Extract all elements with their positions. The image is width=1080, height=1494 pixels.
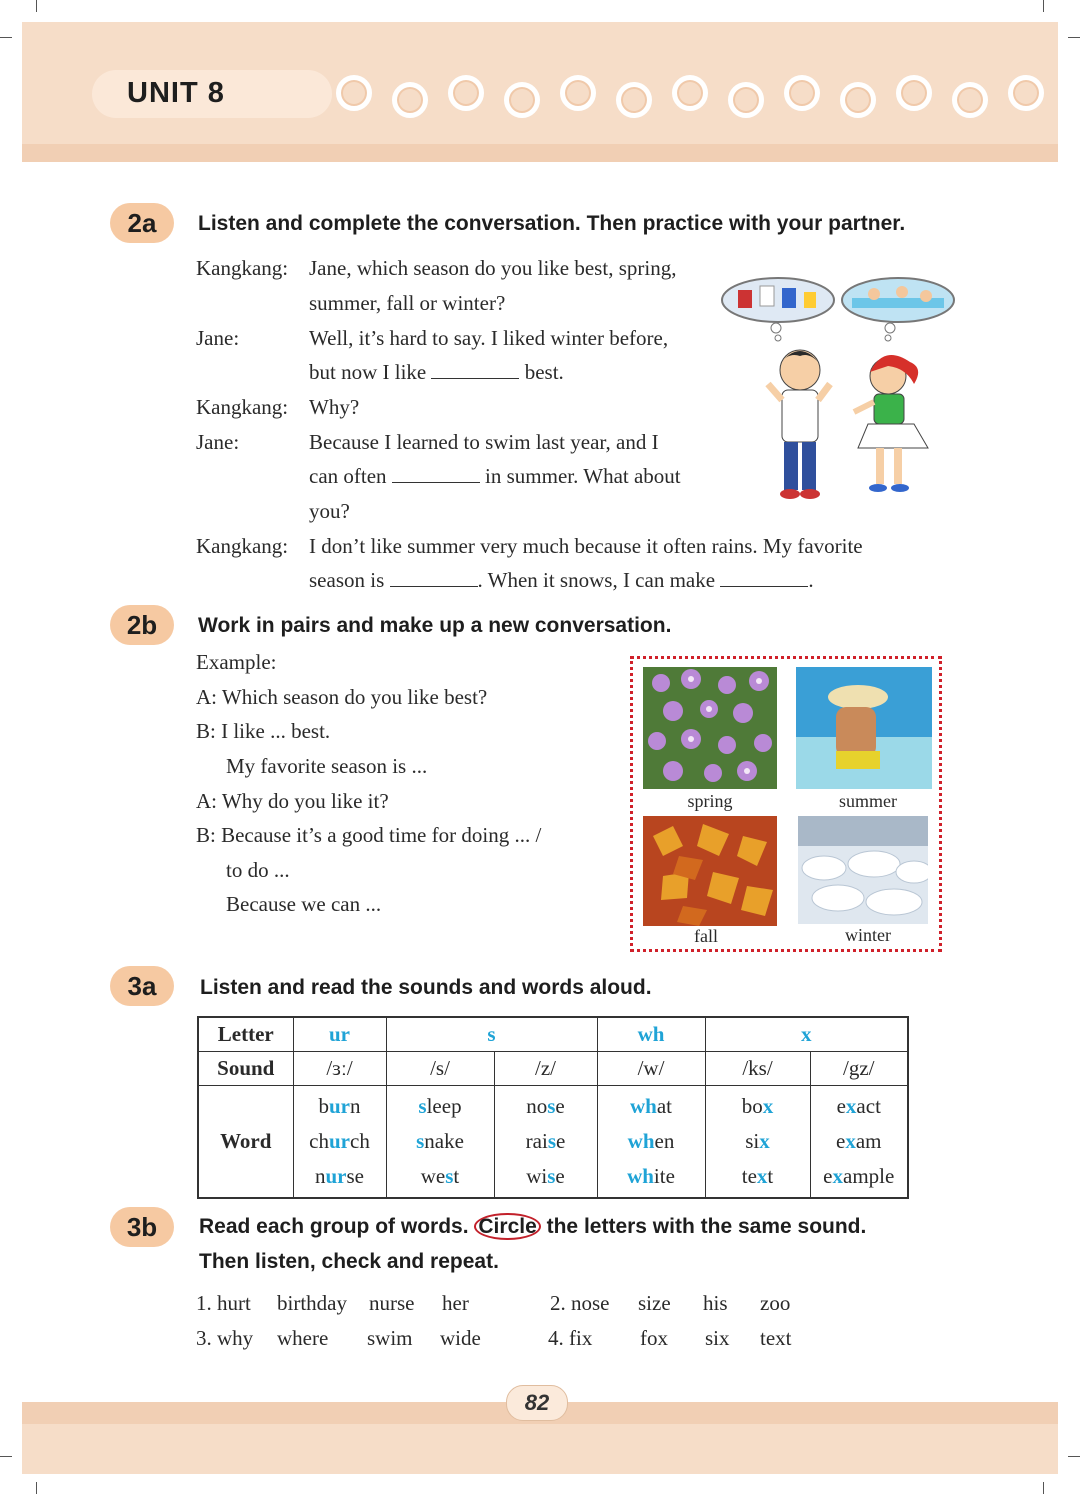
crop-mark	[0, 1456, 12, 1457]
speaker: Jane:	[196, 430, 240, 454]
example-line: A: Which season do you like best?	[196, 685, 488, 709]
section-badge-2b: 2b	[110, 605, 174, 645]
instruction-3b	[199, 1215, 866, 1239]
table-row-sound	[198, 1052, 908, 1086]
speaker: Kangkang:	[196, 395, 289, 419]
ring-icon	[336, 75, 372, 111]
ring-icon	[840, 82, 876, 118]
winter-photo	[798, 816, 928, 924]
example-line: A: Why do you like it?	[196, 789, 389, 813]
crop-mark	[1043, 1482, 1044, 1494]
row-label: Letter	[198, 1017, 293, 1052]
section-badge-3a: 3a	[110, 966, 174, 1006]
word-item[interactable]: where	[277, 1326, 329, 1350]
line-text: I don’t like summer very much because it often rains. My favorite	[309, 534, 863, 558]
line-text: season is	[309, 568, 385, 592]
letter-cell: s	[386, 1017, 597, 1052]
summer-photo	[796, 667, 932, 789]
word-cell	[293, 1086, 386, 1199]
example-line: My favorite season is ...	[226, 754, 428, 778]
word-item[interactable]: nurse	[369, 1291, 415, 1315]
word: exam	[836, 1129, 882, 1153]
kids-illustration	[718, 272, 962, 512]
line-with-blank	[309, 360, 564, 385]
crop-mark	[0, 37, 12, 38]
word: west	[420, 1164, 460, 1188]
word: burn	[318, 1094, 361, 1118]
line-text: Because I learned to swim last year, and I	[309, 430, 659, 454]
word-item[interactable]: her	[442, 1291, 469, 1315]
section-badge-3b: 3b	[110, 1207, 174, 1247]
line-text: Why?	[309, 395, 360, 419]
ring-icon	[672, 75, 708, 111]
word-item[interactable]: wide	[440, 1326, 481, 1350]
speaker: Jane:	[196, 326, 240, 350]
sound-cell: /w/	[597, 1052, 705, 1086]
ring-icon	[952, 82, 988, 118]
line-text: can often	[309, 464, 387, 488]
word: exact	[836, 1094, 881, 1118]
word: white	[627, 1164, 675, 1188]
word-item[interactable]: birthday	[277, 1291, 347, 1315]
word-cell	[705, 1086, 810, 1199]
boy-figure	[768, 350, 830, 499]
word-item[interactable]: size	[638, 1291, 671, 1315]
example-line: B: Because it’s a good time for doing ... /	[196, 823, 542, 847]
word: box	[741, 1094, 774, 1118]
word: what	[629, 1094, 672, 1118]
crop-mark	[1068, 37, 1080, 38]
example-line: Because we can ...	[226, 892, 382, 916]
speaker: Kangkang:	[196, 256, 289, 280]
letter-cell: wh	[597, 1017, 705, 1052]
row-label: Word	[198, 1086, 293, 1199]
photo-caption-fall: fall	[694, 926, 718, 946]
photo-caption-summer: summer	[839, 791, 897, 811]
line-text: best.	[524, 360, 564, 384]
answer-blank[interactable]	[390, 570, 478, 587]
word: when	[627, 1129, 675, 1153]
word-item[interactable]: 3. why	[196, 1326, 254, 1350]
instruction-text: Read each group of words.	[199, 1215, 469, 1238]
ring-icon	[448, 75, 484, 111]
crop-mark	[36, 1482, 37, 1494]
line-text: but now I like	[309, 360, 427, 384]
word-cell	[494, 1086, 597, 1199]
girl-figure	[854, 355, 928, 492]
word: snake	[416, 1129, 464, 1153]
ring-icon	[616, 82, 652, 118]
unit-title: UNIT 8	[127, 77, 225, 109]
letter-cell: x	[705, 1017, 908, 1052]
word-item[interactable]: six	[705, 1326, 730, 1350]
ring-icon	[1008, 75, 1044, 111]
word-item[interactable]: fox	[640, 1326, 668, 1350]
photo-caption-spring: spring	[687, 791, 733, 811]
example-line: to do ...	[226, 858, 290, 882]
instruction-2a: Listen and complete the conversation. Then practice with your partner.	[198, 212, 906, 235]
instruction-text: the letters with the same sound.	[546, 1215, 867, 1238]
answer-blank[interactable]	[431, 362, 519, 379]
answer-blank[interactable]	[392, 466, 480, 483]
word-cell	[386, 1086, 494, 1199]
letter-cell: ur	[293, 1017, 386, 1052]
word-cell	[810, 1086, 908, 1199]
word: text	[741, 1164, 774, 1188]
sound-cell: /z/	[494, 1052, 597, 1086]
thought-bubble-winter	[722, 278, 834, 341]
word: sleep	[418, 1094, 462, 1118]
word: church	[309, 1129, 370, 1153]
word: nose	[526, 1094, 565, 1118]
crop-mark	[1043, 0, 1044, 12]
table-row-letter	[198, 1017, 908, 1052]
line-text: you?	[309, 499, 350, 523]
photo-caption-winter: winter	[845, 925, 891, 945]
section-badge-2a: 2a	[110, 203, 174, 243]
instruction-2b: Work in pairs and make up a new conversation.	[198, 614, 672, 637]
word-cell	[597, 1086, 705, 1199]
answer-blank[interactable]	[720, 570, 808, 587]
crop-mark	[1068, 1456, 1080, 1457]
line-text: .	[808, 568, 814, 592]
ring-icon	[560, 75, 596, 111]
ring-icon	[392, 82, 428, 118]
line-with-blank	[309, 568, 814, 593]
word-item[interactable]: text	[760, 1326, 792, 1350]
circle-word: Circle	[474, 1213, 540, 1240]
line-text: summer, fall or winter?	[309, 291, 506, 315]
line-text: in summer. What about	[485, 464, 681, 488]
table-row-word	[198, 1086, 908, 1199]
sound-cell: /ks/	[705, 1052, 810, 1086]
ring-icon	[504, 82, 540, 118]
word: six	[745, 1129, 770, 1153]
instruction-3b-line2: Then listen, check and repeat.	[199, 1250, 499, 1273]
word: raise	[525, 1129, 566, 1153]
example-line: B: I like ... best.	[196, 719, 331, 743]
word-item[interactable]: 2. nose	[550, 1291, 610, 1315]
word: wise	[526, 1164, 565, 1188]
line-text: Jane, which season do you like best, spring,	[309, 256, 677, 280]
row-label: Sound	[198, 1052, 293, 1086]
line-text: Well, it’s hard to say. I liked winter before,	[309, 326, 669, 350]
spring-photo	[643, 667, 777, 789]
instruction-3a: Listen and read the sounds and words aloud.	[200, 976, 652, 999]
word-item[interactable]: his	[703, 1291, 728, 1315]
page-number: 82	[506, 1385, 568, 1421]
line-text: . When it snows, I can make	[477, 568, 716, 592]
thought-bubble-summer	[842, 278, 954, 341]
word: example	[823, 1164, 895, 1188]
crop-mark	[36, 0, 37, 12]
sound-cell: /ɜː/	[293, 1052, 386, 1086]
line-with-blank	[309, 464, 681, 489]
word-item[interactable]: 1. hurt	[196, 1291, 251, 1315]
fall-photo	[643, 816, 777, 926]
ring-icon	[728, 82, 764, 118]
sound-cell: /s/	[386, 1052, 494, 1086]
speaker: Kangkang:	[196, 534, 289, 558]
ring-icon	[896, 75, 932, 111]
word-item[interactable]: zoo	[760, 1291, 791, 1315]
word-item[interactable]: swim	[367, 1326, 413, 1350]
word-item[interactable]: 4. fix	[548, 1326, 593, 1350]
sound-cell: /gz/	[810, 1052, 908, 1086]
word: nurse	[315, 1164, 364, 1188]
example-line: Example:	[196, 650, 277, 674]
sounds-table	[197, 1016, 909, 1199]
ring-icon	[784, 75, 820, 111]
